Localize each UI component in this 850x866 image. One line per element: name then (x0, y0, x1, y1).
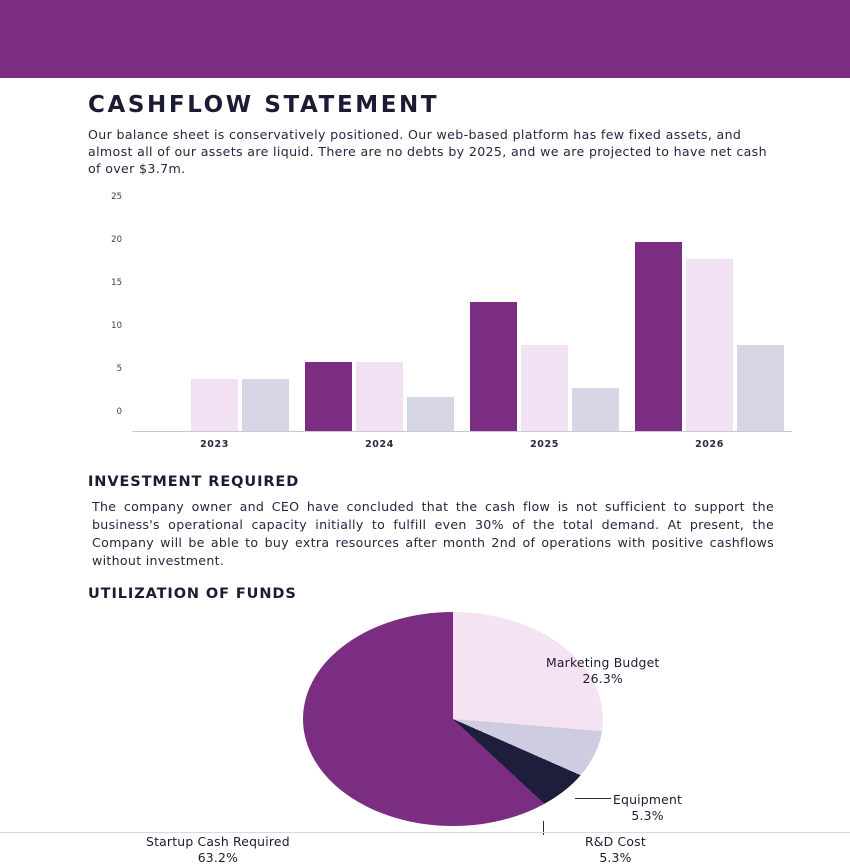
document-content (88, 92, 778, 866)
x-axis-line (132, 431, 792, 432)
utilization-pie-chart (88, 606, 778, 866)
bar-2025-series3 (572, 388, 619, 431)
pie-label-rd-cost-value: 5.3% (585, 850, 646, 866)
x-label-2024: 2024 (297, 439, 462, 450)
bar-group-2026 (627, 216, 792, 431)
pie-label-rd-cost-text: R&D Cost (585, 834, 646, 849)
x-label-2023: 2023 (132, 439, 297, 450)
bar-2024-series2 (356, 362, 403, 431)
page-title: CASHFLOW STATEMENT (88, 92, 778, 118)
bar-group-2025 (462, 216, 627, 431)
pie-label-equipment-text: Equipment (613, 792, 682, 807)
bar-2024-series3 (407, 397, 454, 431)
bar-2023-series3 (242, 379, 289, 431)
x-axis-labels (132, 439, 792, 450)
investment-heading: INVESTMENT REQUIRED (88, 474, 778, 490)
y-tick-20: 20 (100, 235, 122, 245)
y-tick-25: 25 (100, 192, 122, 202)
bar-2025-series1 (470, 302, 517, 431)
intro-paragraph: Our balance sheet is conservatively positioned. Our web-based platform has few fixed assets, and almost all of our assets are liquid. There are no debts by 2025, and we are projected to have net cash of over $3.7m. (88, 126, 772, 177)
bar-group-2024 (297, 216, 462, 431)
pie-label-startup-cash-value: 63.2% (146, 850, 290, 866)
x-label-2026: 2026 (627, 439, 792, 450)
pie-label-equipment-value: 5.3% (613, 808, 682, 824)
pie-label-marketing-text: Marketing Budget (546, 655, 659, 670)
pie-label-marketing (546, 655, 659, 688)
footer-divider (0, 832, 850, 833)
pie-label-startup-cash-text: Startup Cash Required (146, 834, 290, 849)
y-tick-15: 15 (100, 278, 122, 288)
bar-2026-series1 (635, 242, 682, 431)
y-tick-5: 5 (100, 364, 122, 374)
bar-2026-series2 (686, 259, 733, 431)
bar-2024-series1 (305, 362, 352, 431)
bar-2026-series3 (737, 345, 784, 431)
pie-label-marketing-value: 26.3% (546, 671, 659, 687)
y-tick-10: 10 (100, 321, 122, 331)
funds-heading: UTILIZATION OF FUNDS (88, 586, 778, 602)
pie-label-equipment (613, 792, 682, 825)
investment-paragraph: The company owner and CEO have concluded that the cash flow is not sufficient to support the business's operational capacity initially to fulfill even 30% of the total demand. At present, the Company will be able to buy extra resources after month 2nd of operations with positive cashflows without investment. (92, 498, 774, 570)
header-band (0, 0, 850, 78)
pie-graphic (303, 612, 603, 826)
y-tick-0: 0 (100, 407, 122, 417)
cashflow-bar-chart (88, 189, 778, 444)
bar-groups (132, 216, 792, 431)
pie-leader-line-equipment (575, 798, 611, 799)
bar-2023-series2 (191, 379, 238, 431)
x-label-2025: 2025 (462, 439, 627, 450)
bar-group-2023 (132, 216, 297, 431)
bar-2025-series2 (521, 345, 568, 431)
bar-chart-plot (110, 197, 770, 432)
